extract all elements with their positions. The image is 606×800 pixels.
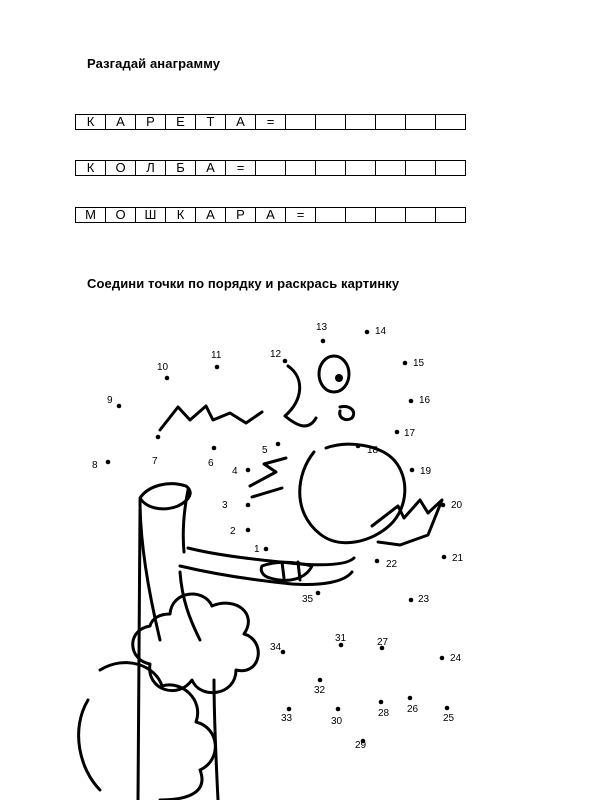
letter-cell: А: [226, 115, 256, 130]
dot-12: [283, 359, 288, 364]
parrot-body: [300, 444, 405, 542]
dot-number-34: 34: [270, 642, 282, 653]
anagram-title: Разгадай анаграмму: [87, 56, 221, 71]
letter-cell: Т: [196, 115, 226, 130]
dot-26: [408, 696, 413, 701]
dot-number-27: 27: [377, 637, 389, 648]
dot-number-31: 31: [335, 633, 347, 644]
dot-28: [379, 700, 384, 705]
parrot-mouth-zigzag: [160, 406, 262, 430]
dot-number-32: 32: [314, 685, 326, 696]
dot-34: [281, 650, 286, 655]
dot-14: [365, 330, 370, 335]
letter-cell: А: [196, 161, 226, 176]
dot-to-dot-title: Соедини точки по порядку и раскрась картинку: [87, 276, 400, 291]
dot-number-4: 4: [232, 466, 238, 477]
dot-number-12: 12: [270, 349, 282, 360]
numbered-dots: [92, 322, 464, 751]
letter-cell: Р: [226, 208, 256, 223]
dot-number-18: 18: [367, 445, 379, 456]
dot-8: [106, 460, 111, 465]
dot-number-20: 20: [451, 500, 463, 511]
dot-number-3: 3: [222, 500, 228, 511]
dot-6: [212, 446, 217, 451]
parrot-tail: [372, 500, 442, 545]
dot-35: [316, 591, 321, 596]
trunk-lower: [138, 510, 218, 800]
dot-30: [336, 707, 341, 712]
dot-23: [409, 598, 414, 603]
dot-number-14: 14: [375, 326, 387, 337]
letter-cell: О: [106, 161, 136, 176]
dot-number-25: 25: [443, 713, 455, 724]
letter-cell: Р: [136, 115, 166, 130]
parrot-wing: [250, 458, 286, 497]
dot-22: [375, 559, 380, 564]
dot-number-1: 1: [254, 544, 260, 555]
dot-9: [117, 404, 122, 409]
parrot-tongue: [340, 407, 354, 420]
dot-number-6: 6: [208, 458, 214, 469]
dot-24: [440, 656, 445, 661]
dot-33: [287, 707, 292, 712]
equals-cell: =: [226, 161, 256, 176]
dot-number-26: 26: [407, 704, 419, 715]
dot-number-22: 22: [386, 559, 398, 570]
dot-number-16: 16: [419, 395, 431, 406]
letter-cell: О: [106, 208, 136, 223]
dot-number-30: 30: [331, 716, 343, 727]
dot-4: [246, 468, 251, 473]
dot-number-29: 29: [355, 740, 367, 751]
dot-number-8: 8: [92, 460, 98, 471]
dot-15: [403, 361, 408, 366]
parrot-beak: [285, 366, 316, 426]
letter-cell: Е: [166, 115, 196, 130]
parrot-pupil: [335, 374, 343, 382]
dot-number-23: 23: [418, 594, 430, 605]
letter-cell: А: [256, 208, 286, 223]
trunk-sides: [140, 490, 200, 640]
dot-11: [215, 365, 220, 370]
dot-2: [246, 528, 251, 533]
dot-20: [441, 503, 446, 508]
dot-number-13: 13: [316, 322, 328, 333]
dot-13: [321, 339, 326, 344]
dot-number-15: 15: [413, 358, 425, 369]
dot-number-21: 21: [452, 553, 464, 564]
parrot-eye: [319, 356, 349, 392]
dot-number-2: 2: [230, 526, 236, 537]
letter-cell: К: [166, 208, 196, 223]
branch-top: [188, 548, 354, 565]
dot-19: [410, 468, 415, 473]
dot-32: [318, 678, 323, 683]
letter-cell: Ш: [136, 208, 166, 223]
dot-number-35: 35: [302, 594, 314, 605]
dot-number-17: 17: [404, 428, 416, 439]
dot-21: [442, 555, 447, 560]
dot-number-5: 5: [262, 445, 268, 456]
dot-3: [246, 503, 251, 508]
dot-16: [409, 399, 414, 404]
dot-18: [356, 444, 361, 449]
trunk-top: [140, 484, 190, 509]
dot-number-7: 7: [152, 456, 158, 467]
dot-number-19: 19: [420, 466, 432, 477]
dot-number-10: 10: [157, 362, 169, 373]
dot-number-11: 11: [211, 350, 222, 361]
dot-number-9: 9: [107, 395, 113, 406]
dot-25: [445, 706, 450, 711]
letter-cell: Б: [166, 161, 196, 176]
letter-cell: Л: [136, 161, 166, 176]
parrot-outline: [79, 356, 442, 800]
dot-number-33: 33: [281, 713, 293, 724]
letter-cell: А: [196, 208, 226, 223]
dot-1: [264, 547, 269, 552]
dot-10: [165, 376, 170, 381]
dot-number-28: 28: [378, 708, 390, 719]
dot-7: [156, 435, 161, 440]
letter-cell: К: [76, 115, 106, 130]
equals-cell: =: [256, 115, 286, 130]
letter-cell: А: [106, 115, 136, 130]
letter-cell: К: [76, 161, 106, 176]
dot-number-24: 24: [450, 653, 462, 664]
letter-cell: М: [76, 208, 106, 223]
equals-cell: =: [286, 208, 316, 223]
dot-5: [276, 442, 281, 447]
dot-17: [395, 430, 400, 435]
